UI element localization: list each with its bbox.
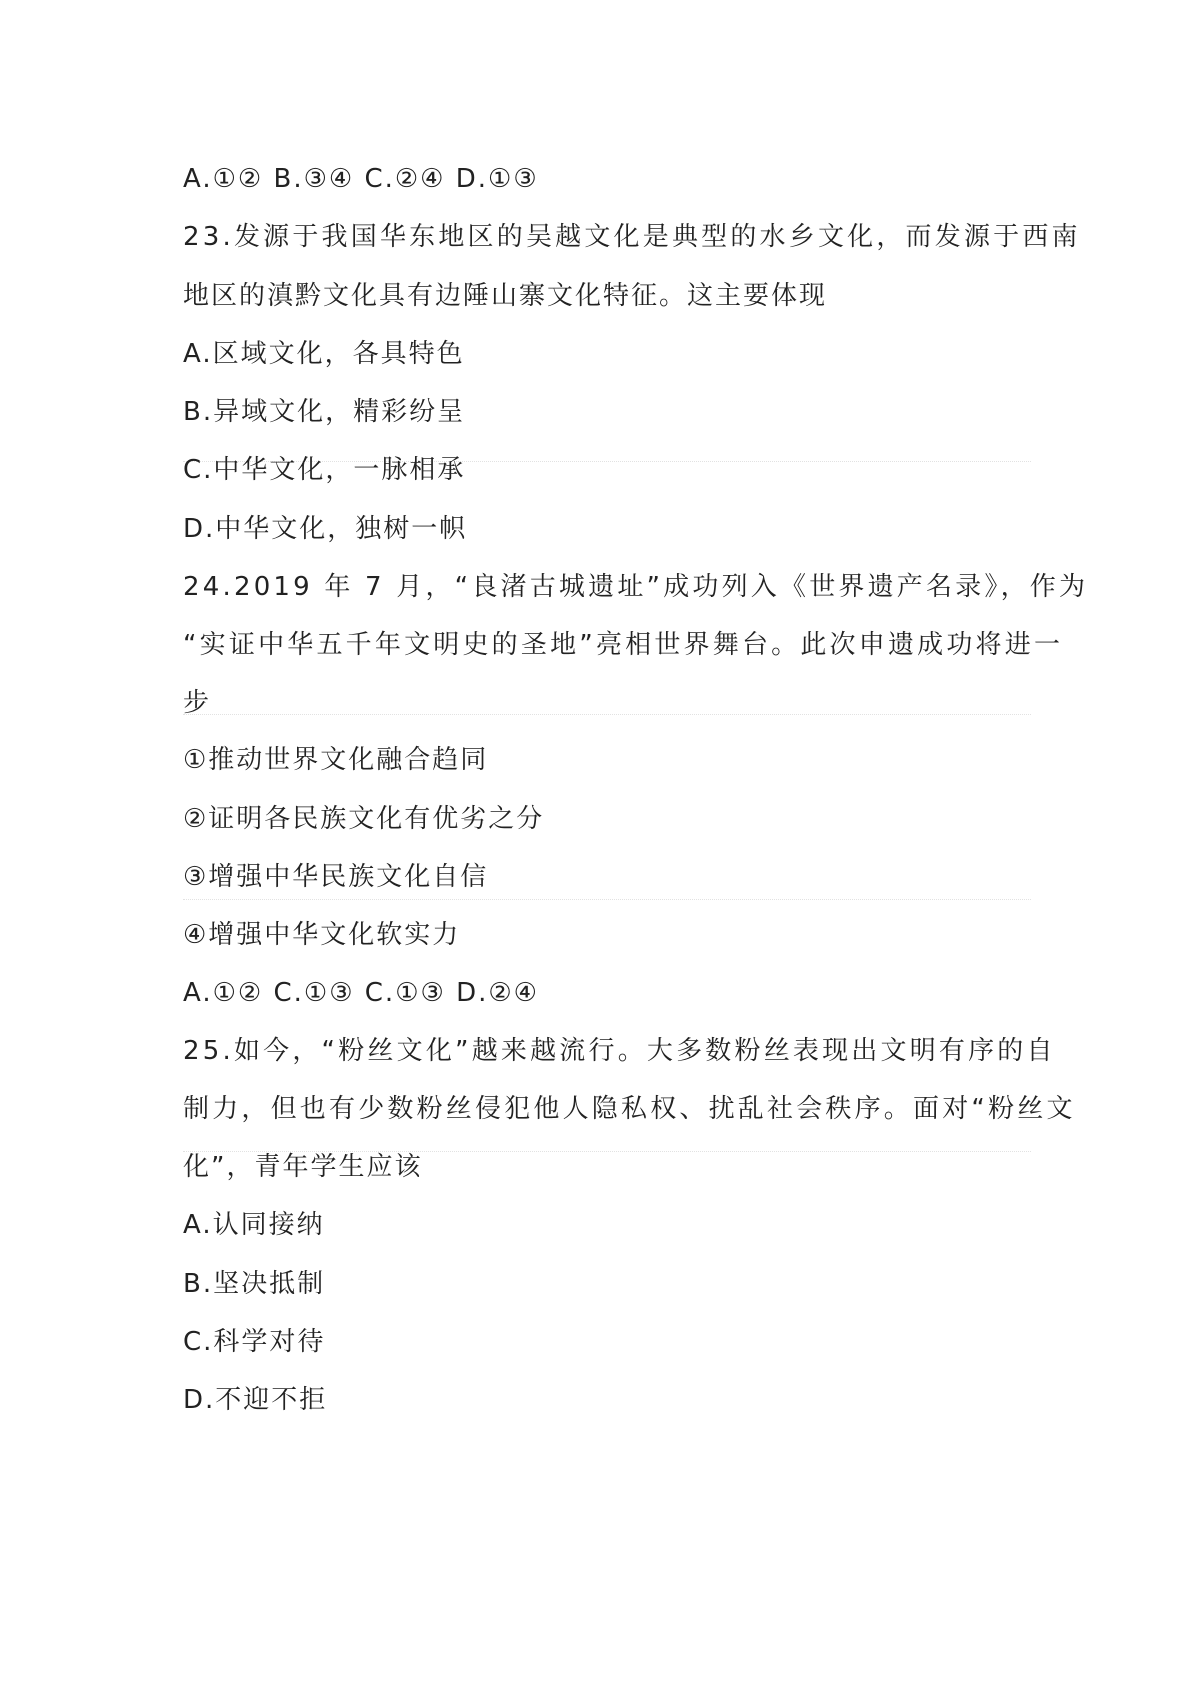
- q25-option-a: A.认同接纳: [183, 1210, 325, 1240]
- q22-options: A.①② B.③④ C.②④ D.①③: [183, 164, 539, 194]
- q25-stem-line-2: 制力，但也有少数粉丝侵犯他人隐私权、扰乱社会秩序。面对“粉丝文: [183, 1094, 1076, 1124]
- q25-option-c: C.科学对待: [183, 1327, 326, 1357]
- q23-stem-line-1: 23.发源于我国华东地区的吴越文化是典型的水乡文化，而发源于西南: [183, 222, 1081, 252]
- q25-stem-line-3: 化”，青年学生应该: [183, 1152, 423, 1182]
- q23-option-c: C.中华文化，一脉相承: [183, 455, 466, 485]
- q25-option-d: D.不迎不拒: [183, 1385, 328, 1415]
- q25-option-b: B.坚决抵制: [183, 1269, 326, 1299]
- q24-stem-line-3: 步: [183, 688, 212, 718]
- q25-stem-line-1: 25.如今，“粉丝文化”越来越流行。大多数粉丝表现出文明有序的自: [183, 1036, 1056, 1066]
- q23-option-d: D.中华文化，独树一帜: [183, 514, 468, 544]
- dotted-divider: [183, 899, 1031, 900]
- q24-item-4: ④增强中华文化软实力: [183, 920, 461, 950]
- q23-option-b: B.异域文化，精彩纷呈: [183, 397, 466, 427]
- q24-item-3: ③增强中华民族文化自信: [183, 862, 489, 892]
- q24-options: A.①② C.①③ C.①③ D.②④: [183, 978, 539, 1008]
- q24-stem-line-1: 24.2019 年 7 月，“良渚古城遗址”成功列入《世界遗产名录》，作为: [183, 572, 1089, 602]
- q24-item-2: ②证明各民族文化有优劣之分: [183, 804, 545, 834]
- q24-item-1: ①推动世界文化融合趋同: [183, 745, 489, 775]
- q23-option-a: A.区域文化，各具特色: [183, 339, 465, 369]
- q24-stem-line-2: “实证中华五千年文明史的圣地”亮相世界舞台。此次申遗成功将进一: [183, 630, 1064, 660]
- q23-stem-line-2: 地区的滇黔文化具有边陲山寨文化特征。这主要体现: [183, 281, 828, 311]
